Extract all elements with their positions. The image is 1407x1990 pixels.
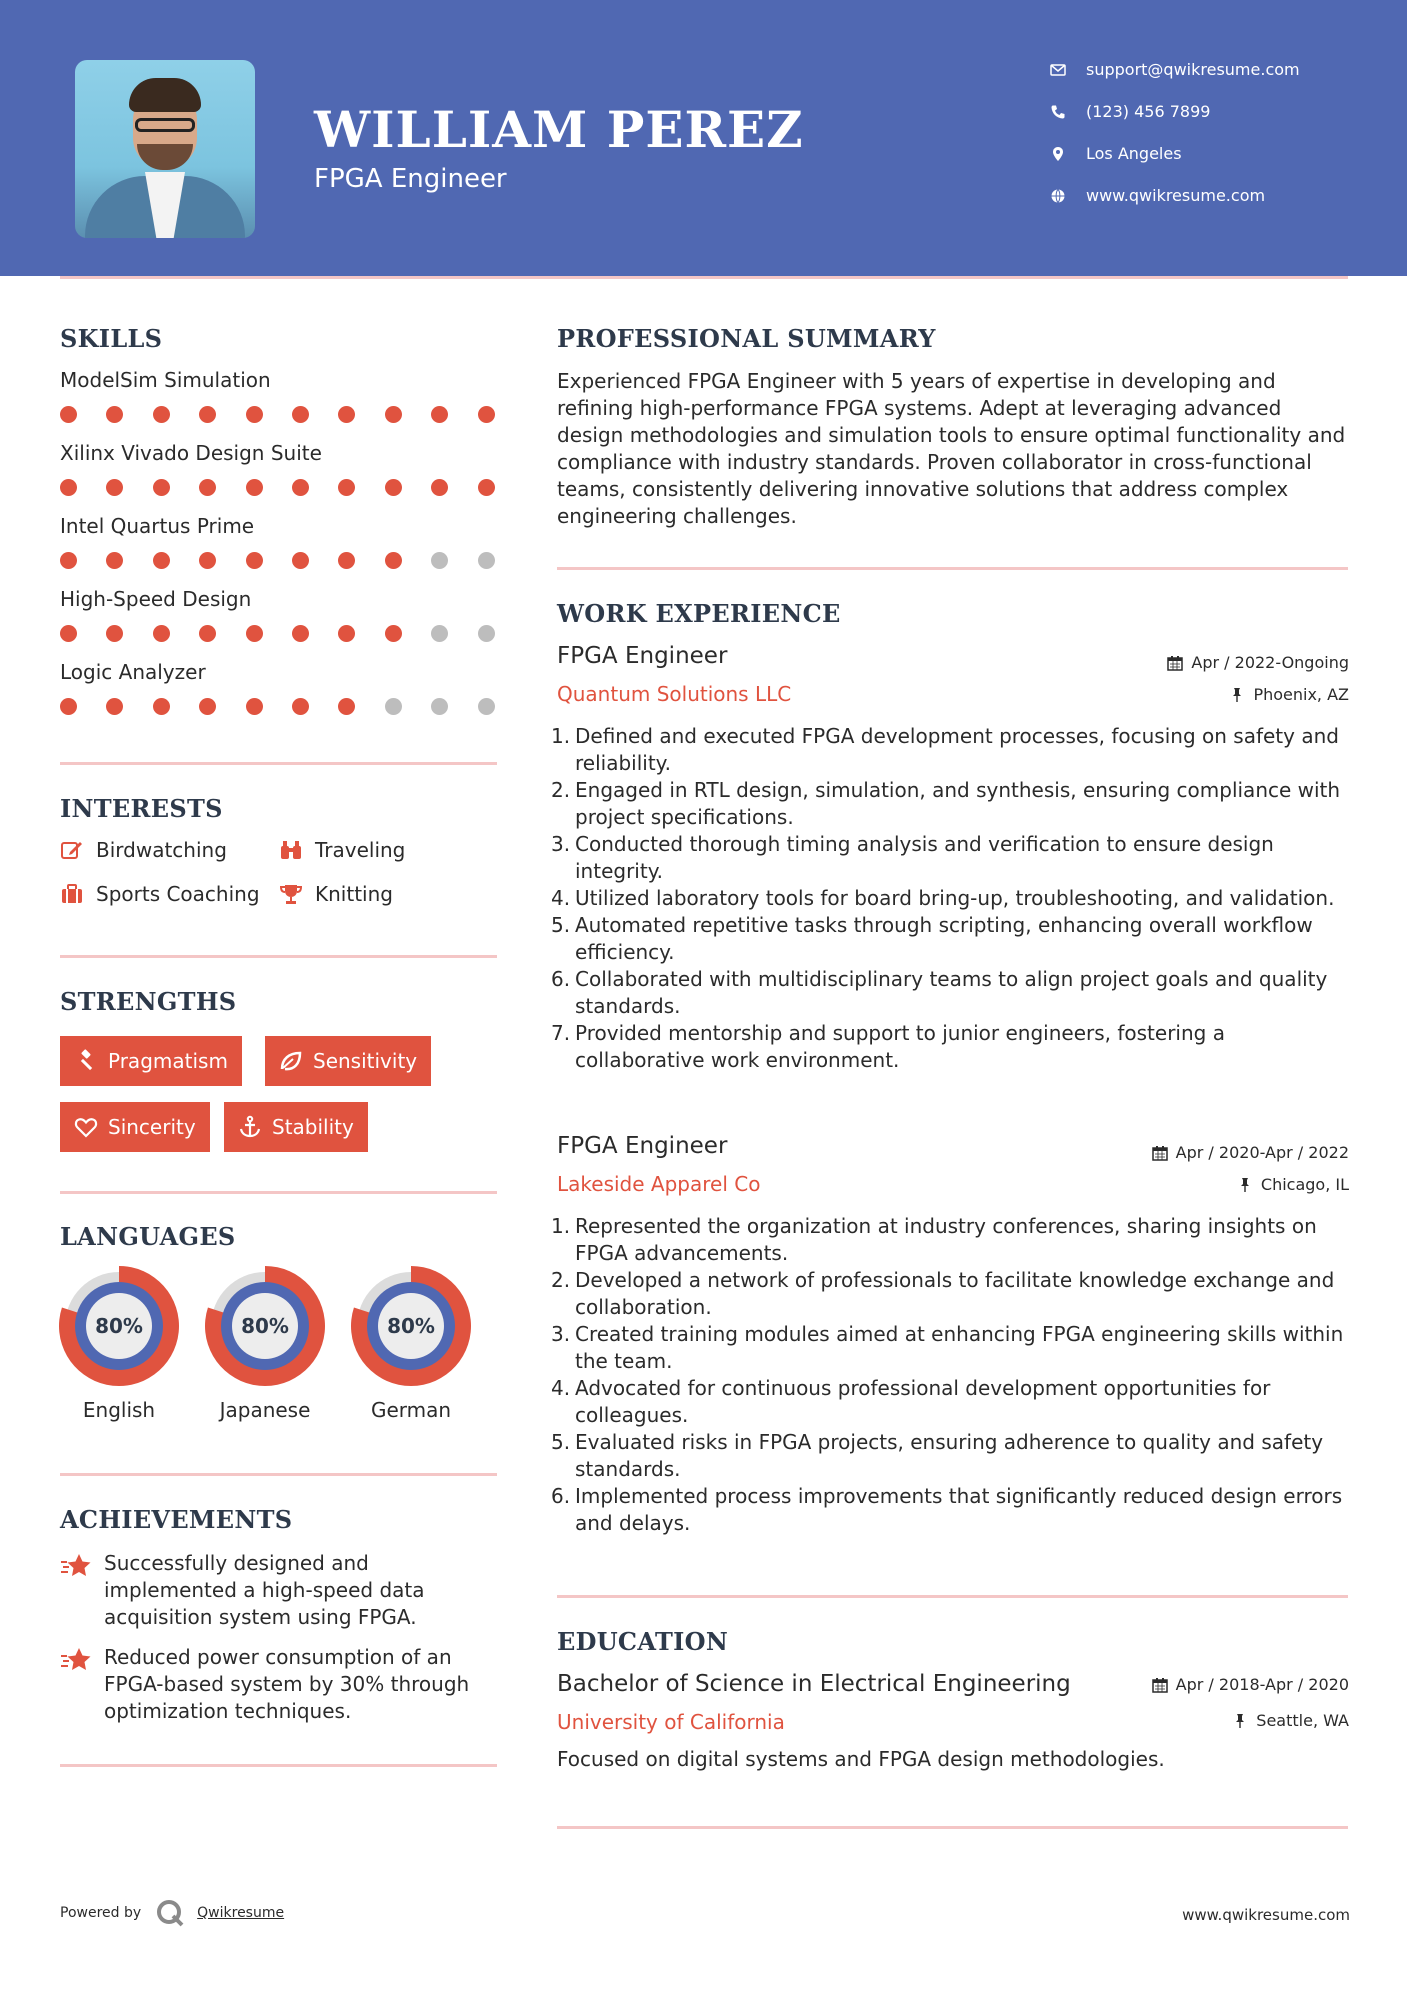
rating-dot [385,552,402,569]
anchor-icon [238,1115,262,1139]
globe-icon [1050,188,1066,204]
rating-dot [385,406,402,423]
education-dates-text: Apr / 2018-Apr / 2020 [1175,1675,1349,1694]
interest-item [60,838,227,862]
list-item-text: Defined and executed FPGA development processes, focusing on safety and reliability. [575,724,1339,775]
strength-label: Stability [272,1115,354,1139]
list-item-text: Automated repetitive tasks through scripting, enhancing overall workflow efficiency. [575,913,1313,964]
summary-heading: PROFESSIONAL SUMMARY [557,324,936,353]
rating-dot [106,698,123,715]
education-location [1232,1711,1349,1730]
list-item: 5. Automated repetitive tasks through scripting, enhancing overall workflow efficiency. [551,913,1313,964]
pushpin-icon [1232,1713,1248,1729]
contact-location-text: Los Angeles [1086,144,1182,163]
language-ring [57,1264,181,1388]
interest-item [60,882,260,906]
trophy-icon [279,882,303,906]
list-item: 6. Collaborated with multidisciplinary teams to align project goals and quality standards. [551,967,1328,1018]
rating-dot [106,479,123,496]
achievements-divider [60,1764,497,1767]
education-dates [1152,1675,1349,1694]
briefcase-icon [60,882,84,906]
rating-dot [199,698,216,715]
education-heading: EDUCATION [557,1627,729,1656]
rating-dot [338,625,355,642]
language-name: German [370,1398,452,1422]
list-item-text: Advocated for continuous professional development opportunities for colleagues. [575,1376,1271,1427]
contact-phone-text: (123) 456 7899 [1086,102,1211,121]
skill-name: Xilinx Vivado Design Suite [60,441,322,465]
header-banner [0,0,1407,276]
list-item-text: Collaborated with multidisciplinary teams to align project goals and quality standards. [575,967,1328,1018]
footer-powered-by [60,1898,284,1928]
rating-dot [431,406,448,423]
candidate-name: WILLIAM PEREZ [314,100,804,159]
language-ring [349,1264,473,1388]
heart-icon [74,1115,98,1139]
language-item [57,1264,181,1422]
languages-divider [60,1473,497,1476]
strength-badge [224,1102,368,1152]
star-icon [60,1552,94,1631]
rating-dot [338,552,355,569]
rating-dot [292,625,309,642]
list-item: 3. Created training modules aimed at enhancing FPGA engineering skills within the team. [551,1322,1344,1373]
rating-dot [431,698,448,715]
rating-dot [338,479,355,496]
achievements-heading: ACHIEVEMENTS [60,1505,293,1534]
rating-dot [199,625,216,642]
rating-dot [60,625,77,642]
language-item [349,1264,473,1422]
calendar-icon [1152,1677,1168,1693]
skill-rating [60,552,524,569]
rating-dot [153,698,170,715]
rating-dot [478,625,495,642]
language-percent: 80% [95,1314,143,1338]
rating-dot [60,406,77,423]
contact-website-text: www.qwikresume.com [1086,186,1266,205]
rating-dot [199,552,216,569]
rating-dot [292,698,309,715]
job-dates [1167,653,1349,672]
rating-dot [199,479,216,496]
list-item-text: Created training modules aimed at enhancing FPGA engineering skills within the team. [575,1322,1344,1373]
brand-link[interactable]: Qwikresume [197,1905,285,1921]
job-location-text: Phoenix, AZ [1253,685,1349,704]
rating-dot [478,479,495,496]
rating-dot [292,479,309,496]
powered-by-text: Powered by [60,1905,142,1921]
strength-badge [265,1036,431,1086]
experience-heading: WORK EXPERIENCE [557,599,841,628]
rating-dot [385,479,402,496]
rating-dot [431,479,448,496]
list-item: 5. Evaluated risks in FPGA projects, ensuring adherence to quality and safety standards. [551,1430,1324,1481]
skills-divider [60,762,497,765]
interest-item [279,838,405,862]
rating-dot [478,698,495,715]
skill-name: Logic Analyzer [60,660,206,684]
achievement-text: Reduced power consumption of an FPGA-based system by 30% through optimization techniques. [104,1645,470,1723]
skill-rating [60,479,524,496]
achievement-item [60,1550,500,1631]
list-item: 2. Engaged in RTL design, simulation, and synthesis, ensuring compliance with project specifications. [551,778,1341,829]
rating-dot [338,406,355,423]
edit-icon [60,838,84,862]
job-dates-text: Apr / 2020-Apr / 2022 [1175,1143,1349,1162]
strength-badge [60,1102,210,1152]
calendar-icon [1167,655,1183,671]
interest-label: Knitting [315,882,393,906]
strengths-heading: STRENGTHS [60,987,237,1016]
list-item-text: Utilized laboratory tools for board bring-up, troubleshooting, and validation. [575,886,1335,910]
rating-dot [60,479,77,496]
skill-name: Intel Quartus Prime [60,514,255,538]
list-item-text: Provided mentorship and support to junior engineers, fostering a collaborative work environment. [575,1021,1225,1072]
rating-dot [246,698,263,715]
list-item: 2. Developed a network of professionals to facilitate knowledge exchange and collaboration. [551,1268,1335,1319]
interests-divider [60,955,497,958]
education-location-text: Seattle, WA [1256,1711,1349,1730]
list-item: 1. Represented the organization at industry conferences, sharing insights on FPGA advancements. [551,1214,1317,1265]
list-item: 7. Provided mentorship and support to junior engineers, fostering a collaborative work environment. [551,1021,1225,1072]
list-item-text: Represented the organization at industry conferences, sharing insights on FPGA advancements. [575,1214,1317,1265]
pushpin-icon [1237,1177,1253,1193]
list-item: 4. Advocated for continuous professional development opportunities for colleagues. [551,1376,1271,1427]
rating-dot [431,552,448,569]
rating-dot [199,406,216,423]
strength-label: Sincerity [108,1115,196,1139]
list-item-text: Engaged in RTL design, simulation, and synthesis, ensuring compliance with project specifications. [575,778,1341,829]
calendar-icon [1152,1145,1168,1161]
map-pin-icon [1050,146,1066,162]
rating-dot [153,479,170,496]
phone-icon [1050,104,1066,120]
degree-title: Bachelor of Science in Electrical Engineering [557,1671,1071,1697]
rating-dot [478,552,495,569]
list-item: 4. Utilized laboratory tools for board bring-up, troubleshooting, and validation. [551,886,1335,910]
skill-rating [60,625,524,642]
languages-heading: LANGUAGES [60,1222,236,1251]
footer-website[interactable]: www.qwikresume.com [1182,1906,1350,1924]
list-item-text: Developed a network of professionals to facilitate knowledge exchange and collaboration. [575,1268,1335,1319]
rating-dot [153,625,170,642]
rating-dot [106,625,123,642]
strength-label: Sensitivity [313,1049,418,1073]
skill-name: ModelSim Simulation [60,368,271,392]
job-dates-text: Apr / 2022-Ongoing [1191,653,1349,672]
interest-item [279,882,393,906]
achievement-item [60,1644,500,1725]
list-item: 6. Implemented process improvements that significantly reduced design errors and delays. [551,1484,1343,1535]
interests-heading: INTERESTS [60,794,223,823]
contact-email[interactable] [1050,60,1300,79]
skill-rating [60,406,524,423]
rating-dot [106,406,123,423]
summary-divider [557,567,1348,570]
summary-text: Experienced FPGA Engineer with 5 years of expertise in developing and refining high-performance FPGA systems. Adept at leveraging advanced design methodologies and simulation tools to ensure optimal functionality and compliance with industry standards. Proven collaborator in cross-functional teams, consistently delivering innovative solutions that address complex engineering challenges. [557,369,1346,528]
language-percent: 80% [241,1314,289,1338]
job-location [1229,685,1349,704]
rating-dot [478,406,495,423]
job-title: FPGA Engineer [557,643,728,669]
rating-dot [431,625,448,642]
job-responsibilities [551,1213,1352,1537]
list-item: 1. Defined and executed FPGA development processes, focusing on safety and reliability. [551,724,1339,775]
company-name: Lakeside Apparel Co [557,1172,761,1196]
skill-name: High-Speed Design [60,587,252,611]
list-item-text: Implemented process improvements that significantly reduced design errors and delays. [575,1484,1343,1535]
education-divider [557,1826,1348,1829]
skill-rating [60,698,524,715]
school-name: University of California [557,1710,785,1734]
profile-photo [75,60,255,238]
header-divider [60,276,1348,279]
job-responsibilities [551,723,1352,1074]
rating-dot [292,406,309,423]
job-location-text: Chicago, IL [1260,1175,1349,1194]
pushpin-icon [1229,687,1245,703]
rating-dot [338,698,355,715]
rating-dot [385,698,402,715]
experience-divider [557,1595,1348,1598]
candidate-title: FPGA Engineer [314,164,507,194]
rating-dot [292,552,309,569]
rating-dot [60,552,77,569]
rating-dot [246,552,263,569]
strength-badge [60,1036,242,1086]
job-dates [1152,1143,1349,1162]
job-title: FPGA Engineer [557,1133,728,1159]
language-name: English [82,1398,156,1422]
binoculars-icon [279,838,303,862]
rating-dot [60,698,77,715]
contact-phone[interactable] [1050,102,1210,121]
list-item-text: Evaluated risks in FPGA projects, ensuring adherence to quality and safety standards. [575,1430,1324,1481]
interest-label: Sports Coaching [96,882,260,906]
language-name: Japanese [219,1398,311,1422]
list-item-text: Conducted thorough timing analysis and verification to ensure design integrity. [575,832,1274,883]
rating-dot [246,406,263,423]
gavel-icon [74,1049,98,1073]
list-item: 3. Conducted thorough timing analysis and verification to ensure design integrity. [551,832,1274,883]
star-icon [60,1646,94,1725]
language-item [203,1264,327,1422]
envelope-icon [1050,62,1066,78]
rating-dot [153,406,170,423]
leaf-icon [279,1049,303,1073]
contact-website[interactable] [1050,186,1265,205]
contact-email-text: support@qwikresume.com [1086,60,1300,79]
strength-label: Pragmatism [108,1049,228,1073]
interest-label: Traveling [315,838,406,862]
qwikresume-logo-icon [155,1898,185,1928]
contact-location [1050,144,1182,163]
strengths-divider [60,1191,497,1194]
achievement-text: Successfully designed and implemented a high-speed data acquisition system using FPGA. [104,1551,425,1629]
language-percent: 80% [387,1314,435,1338]
skills-heading: SKILLS [60,324,163,353]
language-ring [203,1264,327,1388]
education-description: Focused on digital systems and FPGA design methodologies. [557,1747,1165,1771]
company-name: Quantum Solutions LLC [557,682,792,706]
rating-dot [385,625,402,642]
job-location [1237,1175,1349,1194]
rating-dot [106,552,123,569]
interest-label: Birdwatching [96,838,227,862]
rating-dot [246,479,263,496]
rating-dot [246,625,263,642]
rating-dot [153,552,170,569]
